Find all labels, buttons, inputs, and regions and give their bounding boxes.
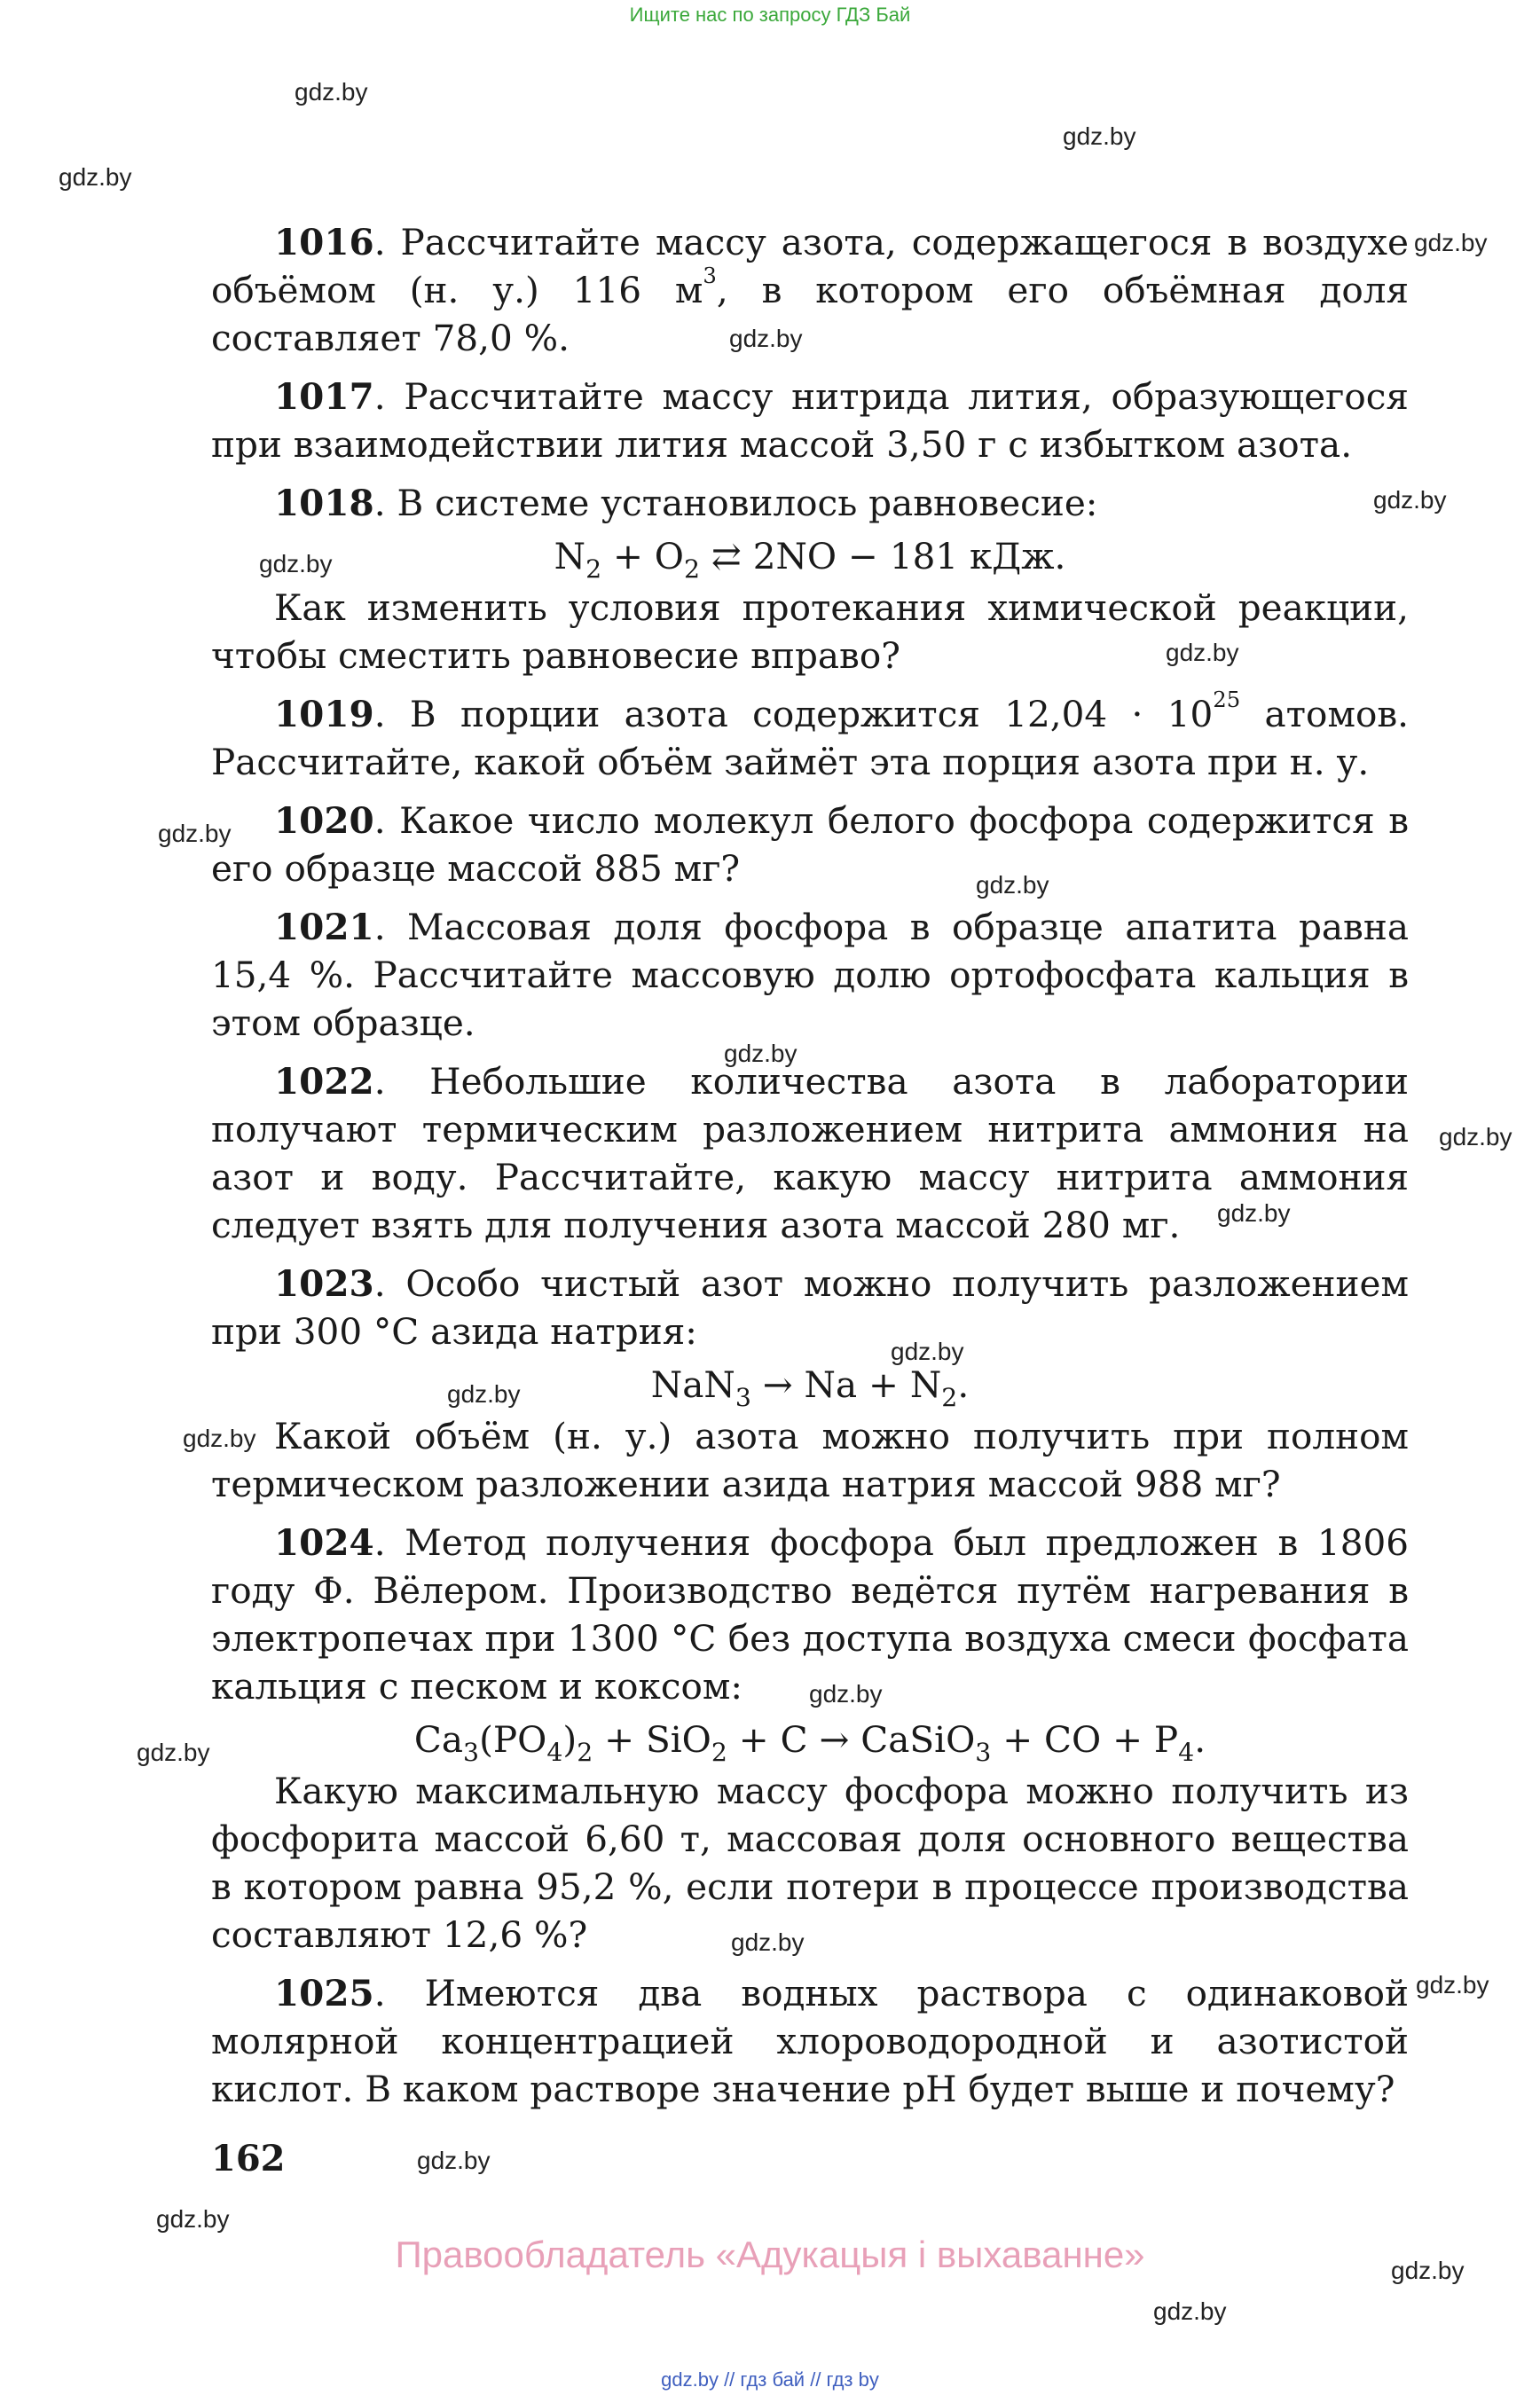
watermark: gdz.by xyxy=(1416,1971,1489,1999)
problem-question: Как изменить условия протекания химической реакции, чтобы сместить равновесие вправо? xyxy=(211,586,1409,677)
problem-1019 xyxy=(211,687,1410,786)
watermark: gdz.by xyxy=(809,1680,883,1708)
problem-number: 1018 xyxy=(274,482,374,524)
problem-question: Какой объём (н. у.) азота можно получить при полном термическом разложении азида натрия массой 988 мг? xyxy=(211,1415,1409,1505)
header-link[interactable]: Ищите нас по запросу ГДЗ Бай xyxy=(629,4,911,26)
footer-links[interactable]: gdz.by // гдз бай // гдз by xyxy=(661,2368,879,2391)
watermark: gdz.by xyxy=(1373,486,1447,514)
watermark: gdz.by xyxy=(156,2205,230,2233)
problem-number: 1019 xyxy=(274,693,374,735)
problem-1023 xyxy=(211,1260,1409,1508)
problem-text: . Имеются два водных раствора с одинаковой молярной концентрацией хлороводородной и азотистой кислот. В каком растворе значение рН будет выше и почему? xyxy=(211,1972,1409,2110)
problem-text: . Небольшие количества азота в лаборатории получают термическим разложением нитрита аммония на азот и воду. Рассчитайте, какую массу нитрита аммония следует взять для получения азота массой 280 мг. xyxy=(211,1060,1409,1246)
page-number: 162 xyxy=(211,2138,286,2179)
watermark: gdz.by xyxy=(1153,2297,1227,2325)
problem-number: 1016 xyxy=(274,221,374,263)
problem-1018 xyxy=(211,479,1409,679)
watermark: gdz.by xyxy=(729,325,803,352)
problem-text: . Метод получения фосфора был предложен в 1806 году Ф. Вёлером. Производство ведётся путём нагревания в электропечах при 1300 °С без доступа воздуха смеси фосфата кальция с песком и коксом: xyxy=(211,1521,1409,1708)
problem-1016 xyxy=(211,218,1409,362)
problem-1022 xyxy=(211,1057,1409,1249)
problem-number: 1023 xyxy=(274,1262,374,1305)
problem-1024 xyxy=(211,1519,1409,1959)
problem-text: . Какое число молекул белого фосфора содержится в его образце массой 885 мг? xyxy=(211,799,1409,890)
watermark: gdz.by xyxy=(1166,639,1239,666)
problem-number: 1022 xyxy=(274,1060,374,1103)
watermark: gdz.by xyxy=(1414,229,1488,256)
problem-text: . Особо чистый азот можно получить разложением при 300 °С азида натрия: xyxy=(211,1262,1409,1353)
problem-number: 1021 xyxy=(274,906,374,948)
equation: $Ca_3(PO_4)_2 + SiO_2 + C$ → CaSiO$_3$ + CO + $P_4$. xyxy=(413,1718,1206,1767)
superscript: 25 xyxy=(1213,687,1241,713)
watermark: gdz.by xyxy=(417,2147,491,2174)
problem-number: 1024 xyxy=(274,1521,374,1564)
problem-question: Какую максимальную массу фосфора можно получить из фосфорита массой 6,60 т, массовая доля основного вещества в котором равна 95,2 %, если потери в процессе производства составляют 12,6 %? xyxy=(211,1770,1409,1956)
problem-number: 1020 xyxy=(274,799,374,842)
watermark: gdz.by xyxy=(1391,2257,1465,2284)
problem-text: . Массовая доля фосфора в образце апатита равна 15,4 %. Рассчитайте массовую долю ортофосфата кальция в этом образце. xyxy=(211,906,1409,1044)
equation: $N_2 + O_2$ ⇄ 2NO − 181 кДж. xyxy=(554,535,1066,584)
watermark: gdz.by xyxy=(158,820,232,847)
problem-list xyxy=(211,218,1409,2124)
superscript: 3 xyxy=(703,263,717,289)
watermark: gdz.by xyxy=(731,1928,805,1956)
problem-1025 xyxy=(211,1969,1409,2113)
watermark: gdz.by xyxy=(59,163,132,191)
problem-text: . Рассчитайте массу нитрида лития, образующегося при взаимодействии лития массой 3,50 г с избытком азота. xyxy=(211,375,1409,466)
watermark: gdz.by xyxy=(724,1040,798,1067)
equation: $NaN_3 \to Na + N_2$. xyxy=(650,1363,970,1412)
problem-text: . Рассчитайте массу азота, содержащегося в воздухе объёмом (н. у.) 116 м xyxy=(211,221,1409,311)
watermark: gdz.by xyxy=(1217,1199,1291,1227)
watermark: gdz.by xyxy=(1063,122,1136,150)
problem-1017 xyxy=(211,373,1409,468)
watermark: gdz.by xyxy=(183,1425,256,1452)
watermark: gdz.by xyxy=(976,871,1049,899)
problem-text: атомов. Рассчитайте, какой объём займёт эта порция азота при н. у. xyxy=(211,693,1410,783)
watermark: gdz.by xyxy=(259,550,333,577)
problem-text: . В порции азота содержится 12,04 · 10 xyxy=(373,693,1214,735)
problem-number: 1017 xyxy=(274,375,374,418)
watermark: gdz.by xyxy=(891,1338,964,1365)
problem-text: , в котором его объёмная доля составляет 78,0 %. xyxy=(211,269,1410,359)
watermark: gdz.by xyxy=(1439,1123,1512,1150)
problem-1021 xyxy=(211,903,1409,1047)
watermark: gdz.by xyxy=(295,78,368,106)
watermark: gdz.by xyxy=(447,1380,521,1408)
copyright-notice: Правообладатель «Адукацыя і выхаванне» xyxy=(395,2234,1145,2275)
problem-number: 1025 xyxy=(274,1972,374,2014)
problem-1020 xyxy=(211,797,1409,892)
watermark: gdz.by xyxy=(137,1739,210,1766)
problem-text: . В системе установилось равновесие: xyxy=(373,482,1098,524)
